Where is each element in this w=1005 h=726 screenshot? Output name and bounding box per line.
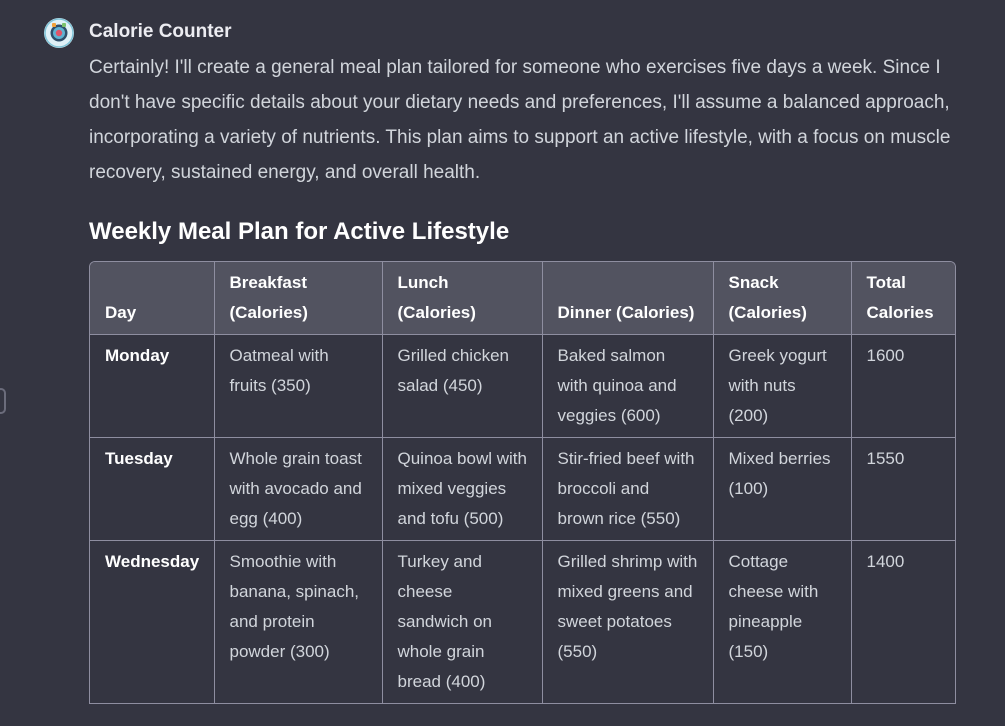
meal-plan-heading: Weekly Meal Plan for Active Lifestyle — [89, 218, 510, 245]
header-breakfast: Breakfast (Calories) — [214, 262, 382, 335]
calorie-counter-avatar-icon — [44, 18, 74, 48]
header-total: Total Calories — [851, 262, 955, 335]
message-author: Calorie Counter — [89, 21, 232, 42]
header-day: Day — [90, 262, 214, 335]
table-header-row — [90, 262, 955, 335]
table-row — [90, 335, 955, 438]
cell-lunch: Turkey and cheese sandwich on whole grain bread (400) — [382, 541, 542, 704]
header-snack: Snack (Calories) — [713, 262, 851, 335]
cell-dinner: Baked salmon with quinoa and veggies (600) — [542, 335, 713, 438]
table-row — [90, 541, 955, 704]
cell-snack: Mixed berries (100) — [713, 438, 851, 541]
cell-total: 1600 — [851, 335, 955, 438]
sidebar-handle-icon[interactable] — [0, 388, 6, 414]
cell-day: Tuesday — [90, 438, 214, 541]
cell-lunch: Grilled chicken salad (450) — [382, 335, 542, 438]
cell-dinner: Grilled shrimp with mixed greens and sweet potatoes (550) — [542, 541, 713, 704]
cell-day: Monday — [90, 335, 214, 438]
cell-snack: Cottage cheese with pineapple (150) — [713, 541, 851, 704]
header-dinner: Dinner (Calories) — [542, 262, 713, 335]
table-row — [90, 438, 955, 541]
cell-snack: Greek yogurt with nuts (200) — [713, 335, 851, 438]
header-lunch: Lunch (Calories) — [382, 262, 542, 335]
message-intro: Certainly! I'll create a general meal plan tailored for someone who exercises five days a week. Since I don't have specific details about your dietary needs and preferences, I'll assume a balanced approach, incorporating a variety of nutrients. This plan aims to support an active lifestyle, with a focus on muscle recovery, sustained energy, and overall health. — [89, 57, 951, 183]
cell-day: Wednesday — [90, 541, 214, 704]
cell-total: 1400 — [851, 541, 955, 704]
cell-total: 1550 — [851, 438, 955, 541]
cell-dinner: Stir-fried beef with broccoli and brown rice (550) — [542, 438, 713, 541]
cell-lunch: Quinoa bowl with mixed veggies and tofu (500) — [382, 438, 542, 541]
cell-breakfast: Oatmeal with fruits (350) — [214, 335, 382, 438]
cell-breakfast: Whole grain toast with avocado and egg (400) — [214, 438, 382, 541]
meal-plan-table — [89, 261, 956, 704]
cell-breakfast: Smoothie with banana, spinach, and protein powder (300) — [214, 541, 382, 704]
